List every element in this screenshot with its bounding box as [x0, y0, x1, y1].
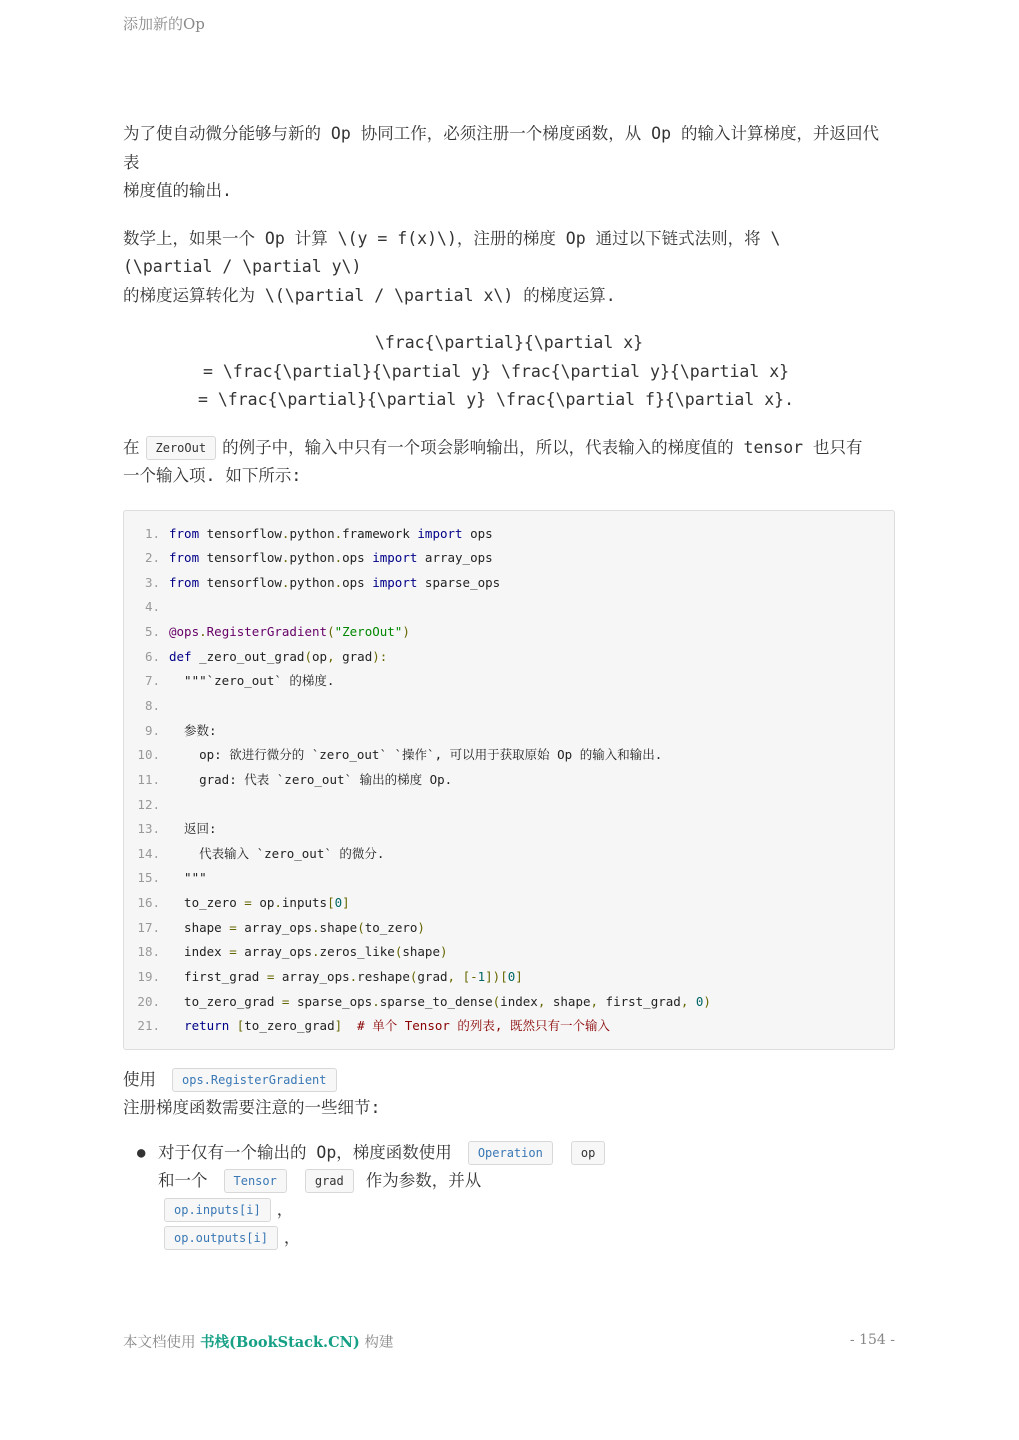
code-line: 6. def _zero_out_grad(op, grad):	[124, 645, 894, 670]
code-line: 16. to_zero = op.inputs[0]	[124, 891, 894, 916]
code-line: 13. 返回:	[124, 817, 894, 842]
text-segment: 对于仅有一个输出的 Op，梯度函数使用	[158, 1142, 452, 1162]
code-line: 21. return [to_zero_grad] # 单个 Tensor 的列表, 既然只有一个输入	[124, 1014, 894, 1039]
paragraph-intro	[123, 120, 895, 206]
text-line: (\partial / \partial y\)	[123, 257, 362, 276]
line-number: 19.	[137, 969, 160, 985]
footer-brand-link[interactable]: 书栈(BookStack.CN)	[200, 1334, 360, 1351]
code-block	[123, 510, 895, 1050]
code-line: 7. """`zero_out` 的梯度.	[124, 669, 894, 694]
formula-line: = \frac{\partial}{\partial y} \frac{\partial f}{\partial x}.	[198, 390, 795, 409]
line-number: 4.	[144, 599, 160, 615]
paragraph-zeroout	[123, 434, 895, 491]
text-line: 为了使自动微分能够与新的 Op 协同工作，必须注册一个梯度函数，从 Op 的输入计算梯度，并返回代表	[123, 124, 879, 172]
paragraph-register-gradient	[123, 1066, 895, 1123]
chain-rule-formula	[123, 329, 895, 415]
code-line	[124, 595, 894, 620]
footer-suffix: 构建	[364, 1335, 394, 1351]
footer-credit	[123, 1331, 393, 1352]
line-number: 15.	[137, 870, 160, 886]
page-number: - 154 -	[849, 1332, 895, 1348]
code-line: 11. grad: 代表 `zero_out` 输出的梯度 Op.	[124, 768, 894, 793]
details-list	[123, 1139, 895, 1253]
line-number: 8.	[144, 697, 160, 713]
line-number: 13.	[137, 821, 160, 837]
code-line: 17. shape = array_ops.shape(to_zero)	[124, 916, 894, 941]
text-segment: 在	[123, 437, 140, 457]
line-number: 7.	[144, 673, 160, 689]
code-line: 14. 代表输入 `zero_out` 的微分.	[124, 842, 894, 867]
code-line: 10. op: 欲进行微分的 `zero_out` `操作`, 可以用于获取原始 Op 的输入和输出.	[124, 743, 894, 768]
inline-code-op-outputs: op.outputs[i]	[164, 1226, 278, 1250]
text-segment: 和一个	[158, 1171, 208, 1191]
code-line: 18. index = array_ops.zeros_like(shape)	[124, 940, 894, 965]
line-number: 6.	[144, 648, 160, 664]
text-segment: 的例子中，输入中只有一个项会影响输出，所以，代表输入的梯度值的 tensor 也只有	[222, 437, 863, 457]
code-line: 9. 参数:	[124, 719, 894, 744]
inline-code-grad: grad	[305, 1169, 354, 1193]
line-number: 18.	[137, 944, 160, 960]
code-line	[124, 793, 894, 818]
inline-code-zeroout: ZeroOut	[146, 436, 217, 460]
line-number: 14.	[137, 845, 160, 861]
inline-code-op-inputs: op.inputs[i]	[164, 1198, 271, 1222]
line-number: 5.	[144, 624, 160, 640]
line-number: 16.	[137, 895, 160, 911]
content	[123, 120, 895, 1253]
code-line: 5. @ops.RegisterGradient("ZeroOut")	[124, 620, 894, 645]
line-number: 9.	[144, 722, 160, 738]
text-segment: ，	[276, 1199, 294, 1219]
line-number: 20.	[137, 993, 160, 1009]
inline-code-register-gradient: ops.RegisterGradient	[172, 1068, 337, 1092]
inline-code-tensor: Tensor	[224, 1169, 287, 1193]
line-number: 12.	[137, 796, 160, 812]
code-line: 19. first_grad = array_ops.reshape(grad, [-1])[0]	[124, 965, 894, 990]
text-line: 的梯度运算转化为 \(\partial / \partial x\) 的梯度运算.	[123, 285, 616, 305]
line-number: 3.	[144, 574, 160, 590]
formula-line: \frac{\partial}{\partial x}	[374, 333, 644, 352]
line-number: 21.	[137, 1018, 160, 1034]
line-number: 2.	[144, 550, 160, 566]
line-number: 17.	[137, 919, 160, 935]
formula-line: = \frac{\partial}{\partial y} \frac{\partial y}{\partial x}	[203, 361, 790, 381]
code-line: 3. from tensorflow.python.ops import sparse_ops	[124, 571, 894, 596]
line-number: 10.	[137, 747, 160, 763]
line-number: 1.	[144, 525, 160, 541]
code-line: 20. to_zero_grad = sparse_ops.sparse_to_dense(index, shape, first_grad, 0)	[124, 990, 894, 1015]
code-line: 1. from tensorflow.python.framework import ops	[124, 522, 894, 547]
text-line: 注册梯度函数需要注意的一些细节:	[123, 1098, 381, 1118]
code-line	[124, 694, 894, 719]
text-line: 一个输入项. 如下所示:	[123, 466, 302, 485]
code-line: 2. from tensorflow.python.ops import array_ops	[124, 546, 894, 571]
code-line: 15. """	[124, 866, 894, 891]
paragraph-math-intro	[123, 225, 895, 311]
line-number: 11.	[137, 771, 160, 787]
inline-code-op: op	[571, 1141, 605, 1165]
text-segment: 使用	[123, 1069, 156, 1089]
footer-prefix: 本文档使用	[123, 1335, 196, 1351]
text-line: 梯度值的输出.	[123, 181, 232, 200]
text-segment: 作为参数，并从	[365, 1171, 482, 1191]
inline-code-operation: Operation	[468, 1141, 553, 1165]
text-segment: ，	[283, 1228, 301, 1248]
text-line: 数学上，如果一个 Op 计算 \(y = f(x)\)，注册的梯度 Op 通过以下链式法则，将 \	[123, 228, 781, 248]
page-header-title: 添加新的Op	[123, 15, 205, 33]
bullet-icon: ●	[137, 1144, 146, 1161]
list-item	[123, 1139, 895, 1253]
